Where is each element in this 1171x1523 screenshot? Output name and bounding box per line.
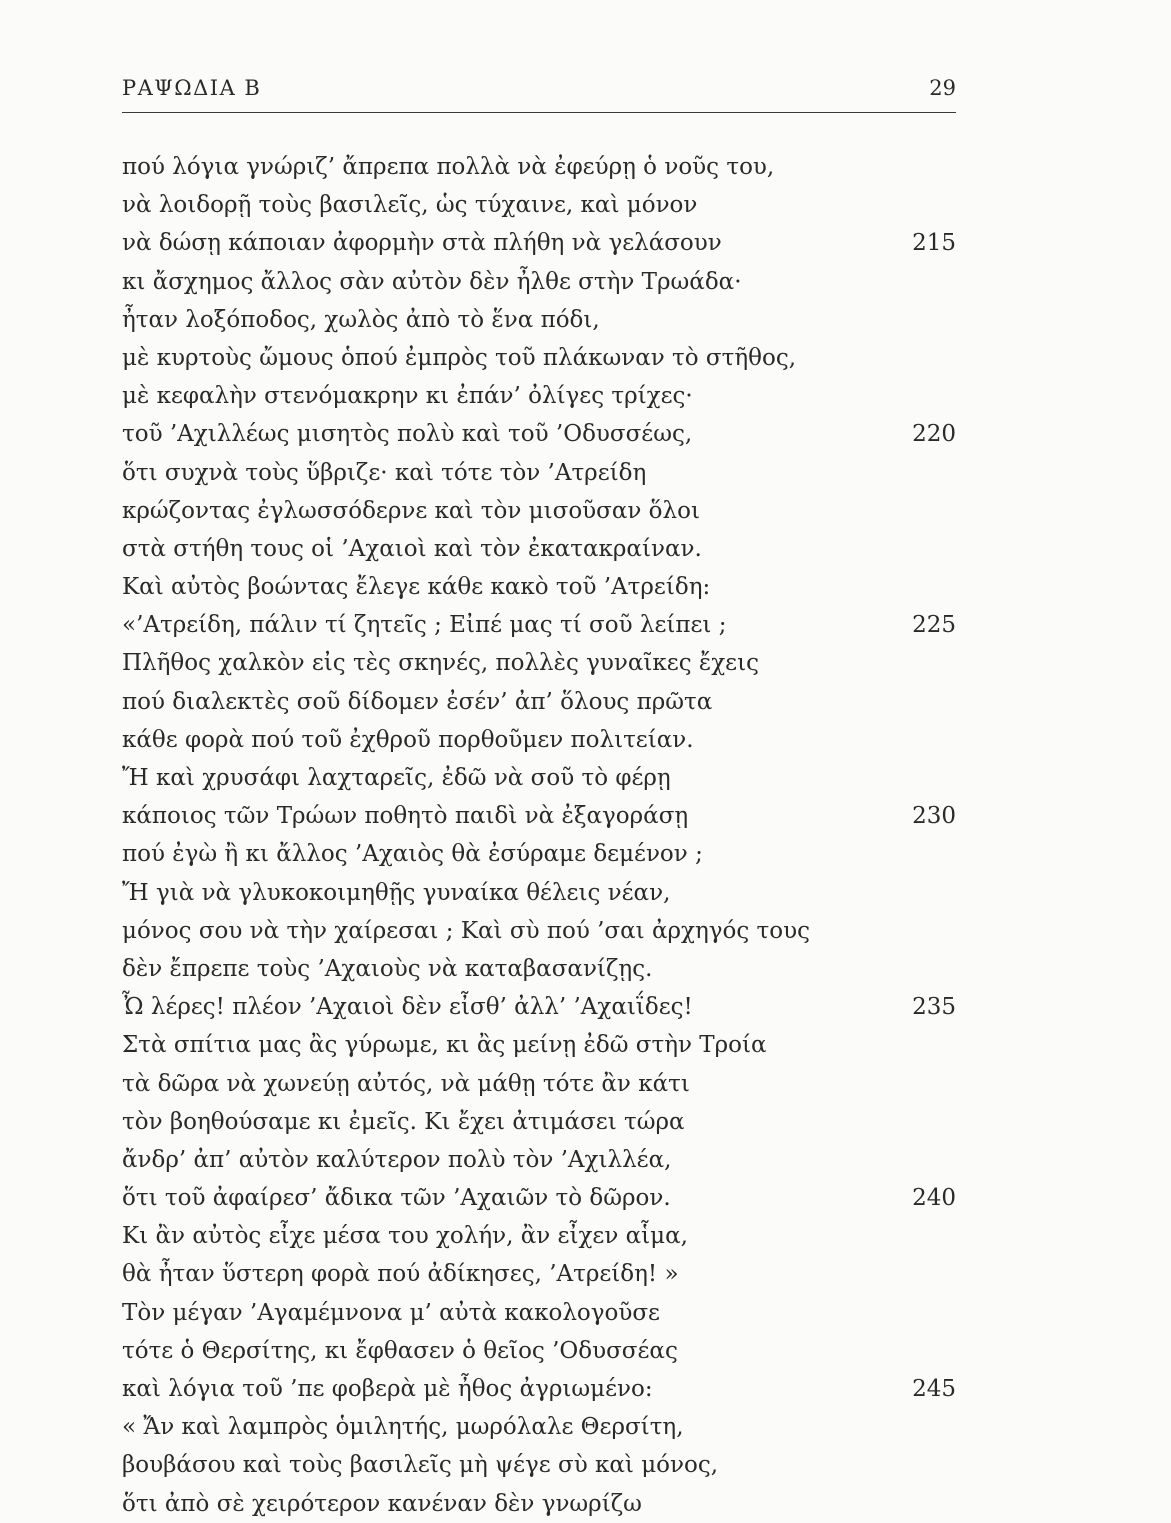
verse-line [122,950,956,988]
verse-line [122,1217,956,1255]
verse-text: στὰ στήθη τους οἱ ’Αχαιοὶ καὶ τὸν ἐκατακραίναν. [122,535,702,562]
verse-number: 225 [912,612,956,639]
verse-line [122,1065,956,1103]
verse-text: Τὸν μέγαν ’Αγαμέμνονα μ’ αὐτὰ κακολογοῦσε [122,1299,660,1326]
verse-number: 215 [912,230,956,257]
verse-text: τὸν βοηθούσαμε κι ἐμεῖς. Κι ἔχει ἀτιμάσει τώρα [122,1108,685,1135]
verse-line [122,301,956,339]
verse-line [122,759,956,797]
running-head [122,76,956,106]
verse-line [122,1370,956,1408]
verse-line [122,874,956,912]
verse-line [122,492,956,530]
verse-text: « Ἄν καὶ λαμπρὸς ὁμιλητής, μωρόλαλε Θερσίτη, [122,1414,684,1441]
verse-text: τὰ δῶρα νὰ χωνεύῃ αὐτός, νὰ μάθῃ τότε ἂν κάτι [122,1070,690,1097]
verse-text: κάποιος τῶν Τρώων ποθητὸ παιδὶ νὰ ἐξαγοράσῃ [122,803,689,830]
verse-number: 230 [912,803,956,830]
verse-number: 240 [912,1185,956,1212]
verse-line [122,683,956,721]
verse-text: νὰ δώσῃ κάποιαν ἀφορμὴν στὰ πλήθη νὰ γελάσουν [122,230,722,257]
verse-line [122,835,956,873]
verse-line [122,415,956,453]
verse-text: ὅτι ἀπὸ σὲ χειρότερον κανέναν δὲν γνωρίζω [122,1490,642,1517]
verse-line [122,606,956,644]
verse-text: Ἤ γιὰ νὰ γλυκοκοιμηθῇς γυναίκα θέλεις νέαν, [122,879,671,906]
verse-text: Κι ἂν αὐτὸς εἶχε μέσα του χολήν, ἂν εἶχεν αἷμα, [122,1223,688,1250]
verse-line [122,1141,956,1179]
verse-line [122,263,956,301]
verse-number: 235 [912,994,956,1021]
verse-line [122,1026,956,1064]
verse-text: «’Ατρείδη, πάλιν τί ζητεῖς ; Εἰπέ μας τί σοῦ λείπει ; [122,612,727,639]
verse-line [122,912,956,950]
verse-text: Ἤ καὶ χρυσάφι λαχταρεῖς, ἐδῶ νὰ σοῦ τὸ φέρῃ [122,765,671,791]
verse-text: πού ἐγὼ ἢ κι ἄλλος ’Αχαιὸς θὰ ἐσύραμε δεμένον ; [122,841,703,868]
verse-line [122,1408,956,1446]
verse-text: τότε ὁ Θερσίτης, κι ἔφθασεν ὁ θεῖος ’Οδυσσέας [122,1337,678,1364]
verse-text: ὅτι συχνὰ τοὺς ὕβριζε· καὶ τότε τὸν ’Ατρείδη [122,459,647,486]
verse-text: ὅτι τοῦ ἀφαίρεσ’ ἄδικα τῶν ’Αχαιῶν τὸ δῶρον. [122,1185,671,1212]
verse-line [122,224,956,262]
verse-text: καὶ λόγια τοῦ ’πε φοβερὰ μὲ ἦθος ἀγριωμένο: [122,1376,653,1402]
verse-text: πού διαλεκτὲς σοῦ δίδομεν ἐσέν’ ἀπ’ ὅλους πρῶτα [122,688,713,715]
verse-line [122,1294,956,1332]
verse-line [122,148,956,186]
verse-text: Στὰ σπίτια μας ἂς γύρωμε, κι ἂς μείνῃ ἐδῶ στὴν Τροία [122,1032,767,1059]
verse-text: μὲ κεφαλὴν στενόμακρην κι ἐπάν’ ὀλίγες τρίχες· [122,383,693,410]
verse-block [122,148,956,1523]
verse-text: τοῦ ’Αχιλλέως μισητὸς πολὺ καὶ τοῦ ’Οδυσσέως, [122,421,693,448]
verse-text: βουβάσου καὶ τοὺς βασιλεῖς μὴ ψέγε σὺ καὶ μόνος, [122,1452,719,1479]
verse-line [122,1485,956,1523]
verse-line [122,1446,956,1484]
verse-text: Ὦ λέρες! πλέον ’Αχαιοὶ δὲν εἶσθ’ ἀλλ’ ’Αχαιΐδες! [122,994,693,1021]
verse-line [122,721,956,759]
verse-line [122,530,956,568]
chapter-title: ΡΑΨΩΔΙΑ Β [122,76,262,100]
verse-line [122,1179,956,1217]
verse-text: κάθε φορὰ πού τοῦ ἐχθροῦ πορθοῦμεν πολιτείαν. [122,726,694,753]
verse-line [122,797,956,835]
verse-text: Καὶ αὐτὸς βοώντας ἔλεγε κάθε κακὸ τοῦ ’Ατρείδη: [122,574,711,601]
verse-line [122,1103,956,1141]
verse-text: ἦταν λοξόποδος, χωλὸς ἀπὸ τὸ ἕνα πόδι, [122,306,600,333]
page-number: 29 [929,76,956,100]
verse-text: δὲν ἔπρεπε τοὺς ’Αχαιοὺς νὰ καταβασανίζῃς. [122,955,653,982]
verse-line [122,988,956,1026]
verse-text: ἄνδρ’ ἀπ’ αὐτὸν καλύτερον πολὺ τὸν ’Αχιλλέα, [122,1146,672,1173]
verse-text: νὰ λοιδορῇ τοὺς βασιλεῖς, ὡς τύχαινε, καὶ μόνον [122,192,698,219]
verse-line [122,186,956,224]
verse-line [122,377,956,415]
verse-text: κρώζοντας ἐγλωσσόδερνε καὶ τὸν μισοῦσαν ὅλοι [122,497,700,524]
verse-line [122,1332,956,1370]
verse-line [122,568,956,606]
verse-text: Πλῆθος χαλκὸν εἰς τὲς σκηνές, πολλὲς γυναῖκες ἔχεις [122,650,759,677]
verse-text: πού λόγια γνώριζ’ ἄπρεπα πολλὰ νὰ ἐφεύρῃ ὁ νοῦς του, [122,154,775,180]
verse-line [122,339,956,377]
verse-number: 220 [912,421,956,448]
header-rule [122,112,956,113]
verse-number: 245 [912,1376,956,1402]
verse-text: κι ἄσχημος ἄλλος σὰν αὐτὸν δὲν ἦλθε στὴν Τρωάδα· [122,268,742,295]
verse-line [122,644,956,682]
verse-text: θὰ ἦταν ὕστερη φορὰ πού ἀδίκησες, ’Ατρείδη! » [122,1261,679,1288]
verse-text: μὲ κυρτοὺς ὤμους ὁπού ἐμπρὸς τοῦ πλάκωναν τὸ στῆθος, [122,344,797,371]
verse-text: μόνος σου νὰ τὴν χαίρεσαι ; Καὶ σὺ πού ’σαι ἀρχηγός τους [122,917,810,944]
verse-line [122,1255,956,1293]
verse-line [122,454,956,492]
